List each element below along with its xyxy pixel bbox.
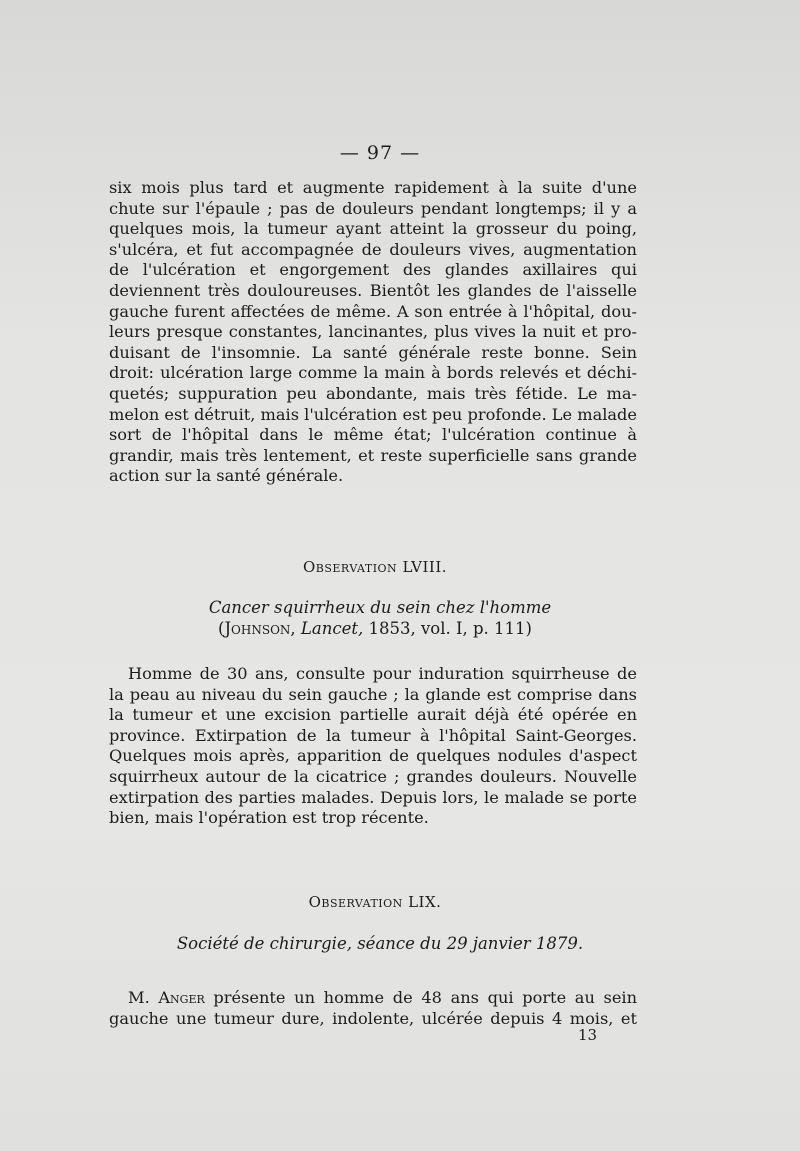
speaker-name: M. Anger xyxy=(128,988,205,1007)
text-fragment: présente un homme de 48 ans qui porte au sein xyxy=(204,988,637,1007)
text-line: chute sur l'épaule ; pas de douleurs pendant longtemps; il y a xyxy=(109,198,637,218)
text-line: melon est détruit, mais l'ulcération est peu profonde. Le malade xyxy=(109,404,637,424)
text-line: bien, mais l'opération est trop récente. xyxy=(109,808,429,828)
text-line: Homme de 30 ans, consulte pour induration squirrheuse de xyxy=(128,664,637,683)
text-line: sort de l'hôpital dans le même état; l'ulcération continue à xyxy=(109,425,637,445)
text-line: quetés; suppuration peu abondante, mais très fétide. Le ma- xyxy=(109,383,637,403)
text-line: la peau au niveau du sein gauche ; la glande est comprise dans xyxy=(109,684,637,704)
text-line: squirrheux autour de la cicatrice ; grandes douleurs. Nouvelle xyxy=(109,766,637,786)
text-line: grandir, mais très lentement, et reste superficielle sans grande xyxy=(109,445,637,465)
text-line: quelques mois, la tumeur ayant atteint la grosseur du poing, xyxy=(109,219,637,239)
observation-59-title: Observation LIX. xyxy=(308,893,442,911)
text-line: gauche une tumeur dure, indolente, ulcérée depuis 4 mois, et xyxy=(109,1008,637,1028)
text-line: Quelques mois après, apparition de quelques nodules d'aspect xyxy=(109,746,637,766)
observation-58-reference xyxy=(0,618,750,639)
text-line: la tumeur et une excision partielle aurait déjà été opérée en xyxy=(109,705,637,725)
ref-open: ( xyxy=(218,619,225,638)
text-line: six mois plus tard et augmente rapidement à la suite d'une xyxy=(109,178,637,197)
observation-59-subtitle: Société de chirurgie, séance du 29 janvier 1879. xyxy=(176,934,584,953)
ref-author: Johnson, xyxy=(224,619,296,638)
text-line xyxy=(109,988,637,1009)
signature-mark: 13 xyxy=(578,1026,598,1044)
paragraph-continuation xyxy=(109,178,637,487)
observation-58-title: Observation LVIII. xyxy=(302,558,448,576)
paragraph-observation-58 xyxy=(109,664,637,829)
text-line: action sur la santé générale. xyxy=(109,466,344,486)
ref-details: 1853, vol. I, p. 111) xyxy=(368,619,532,638)
observation-58-subtitle: Cancer squirrheux du sein chez l'homme xyxy=(208,598,552,617)
text-line: province. Extirpation de la tumeur à l'hôpital Saint-Georges. xyxy=(109,725,637,745)
paragraph-observation-59 xyxy=(109,988,637,1029)
text-line: droit: ulcération large comme la main à bords relevés et déchi- xyxy=(109,363,637,383)
text-line: deviennent très douloureuses. Bientôt les glandes de l'aisselle xyxy=(109,280,637,300)
ref-journal: Lancet, xyxy=(300,619,364,638)
page-number: — 97 — xyxy=(339,142,421,164)
text-line: extirpation des parties malades. Depuis lors, le malade se porte xyxy=(109,787,637,807)
text-line: s'ulcéra, et fut accompagnée de douleurs vives, augmentation xyxy=(109,239,637,259)
text-line: duisant de l'insomnie. La santé générale reste bonne. Sein xyxy=(109,342,637,362)
text-line: leurs presque constantes, lancinantes, plus vives la nuit et pro- xyxy=(109,322,637,342)
text-line: gauche furent affectées de même. A son entrée à l'hôpital, dou- xyxy=(109,301,637,321)
text-line: de l'ulcération et engorgement des glandes axillaires qui xyxy=(109,260,637,280)
